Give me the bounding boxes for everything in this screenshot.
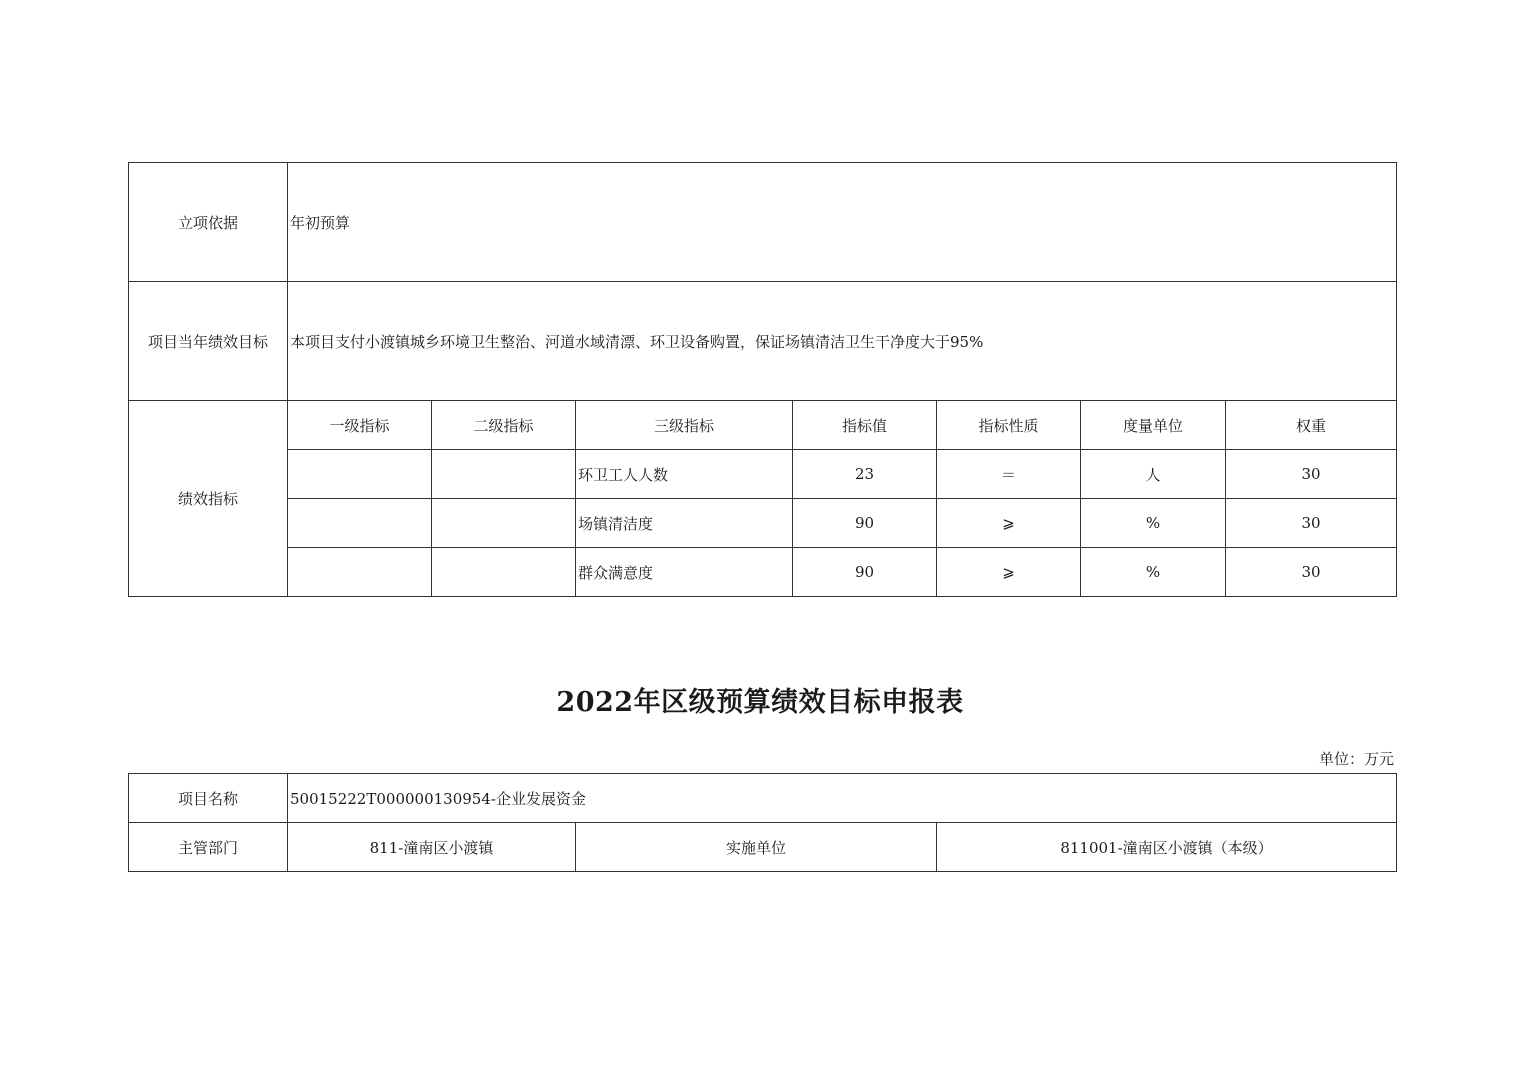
- basis-row: [129, 163, 1397, 282]
- header-unit: 度量单位: [1081, 401, 1226, 450]
- impl-label: 实施单位: [576, 823, 937, 872]
- indicators-label: 绩效指标: [129, 401, 288, 597]
- header-level1: 一级指标: [288, 401, 432, 450]
- header-level3: 三级指标: [576, 401, 793, 450]
- row-nature: ⩾: [937, 548, 1081, 597]
- project-info-table: [128, 773, 1397, 872]
- project-name-label: 项目名称: [129, 774, 288, 823]
- row-nature: ⩾: [937, 499, 1081, 548]
- table-row: [129, 450, 1397, 499]
- row-level1: [288, 499, 432, 548]
- row-level2: [432, 548, 576, 597]
- row-level3: 场镇清洁度: [576, 499, 793, 548]
- dept-value: 811-潼南区小渡镇: [288, 823, 576, 872]
- row-nature: ＝: [937, 450, 1081, 499]
- row-weight: 30: [1226, 499, 1397, 548]
- basis-value: 年初预算: [288, 163, 1397, 282]
- row-level3: 群众满意度: [576, 548, 793, 597]
- row-value: 90: [793, 548, 937, 597]
- header-level2: 二级指标: [432, 401, 576, 450]
- row-level1: [288, 548, 432, 597]
- row-weight: 30: [1226, 548, 1397, 597]
- impl-value: 811001-潼南区小渡镇（本级）: [937, 823, 1397, 872]
- row-level2: [432, 499, 576, 548]
- project-name-row: [129, 774, 1397, 823]
- unit-note: 单位：万元: [1318, 750, 1394, 768]
- row-value: 23: [793, 450, 937, 499]
- dept-label: 主管部门: [129, 823, 288, 872]
- row-level2: [432, 450, 576, 499]
- header-weight: 权重: [1226, 401, 1397, 450]
- department-row: [129, 823, 1397, 872]
- goal-label: 项目当年绩效目标: [129, 282, 288, 401]
- row-value: 90: [793, 499, 937, 548]
- row-unit: %: [1081, 548, 1226, 597]
- form-title: 2022年区级预算绩效目标申报表: [556, 687, 964, 718]
- row-weight: 30: [1226, 450, 1397, 499]
- table-row: [129, 499, 1397, 548]
- indicator-header-row: [129, 401, 1397, 450]
- basis-label: 立项依据: [129, 163, 288, 282]
- performance-indicator-table: [128, 162, 1397, 597]
- header-nature: 指标性质: [937, 401, 1081, 450]
- goal-value: 本项目支付小渡镇城乡环境卫生整治、河道水域清漂、环卫设备购置，保证场镇清洁卫生干净度大于95%: [288, 282, 1397, 401]
- row-unit: 人: [1081, 450, 1226, 499]
- row-level1: [288, 450, 432, 499]
- table-row: [129, 548, 1397, 597]
- project-name-value: 50015222T000000130954-企业发展资金: [288, 774, 1397, 823]
- header-value: 指标值: [793, 401, 937, 450]
- row-level3: 环卫工人人数: [576, 450, 793, 499]
- goal-row: [129, 282, 1397, 401]
- row-unit: %: [1081, 499, 1226, 548]
